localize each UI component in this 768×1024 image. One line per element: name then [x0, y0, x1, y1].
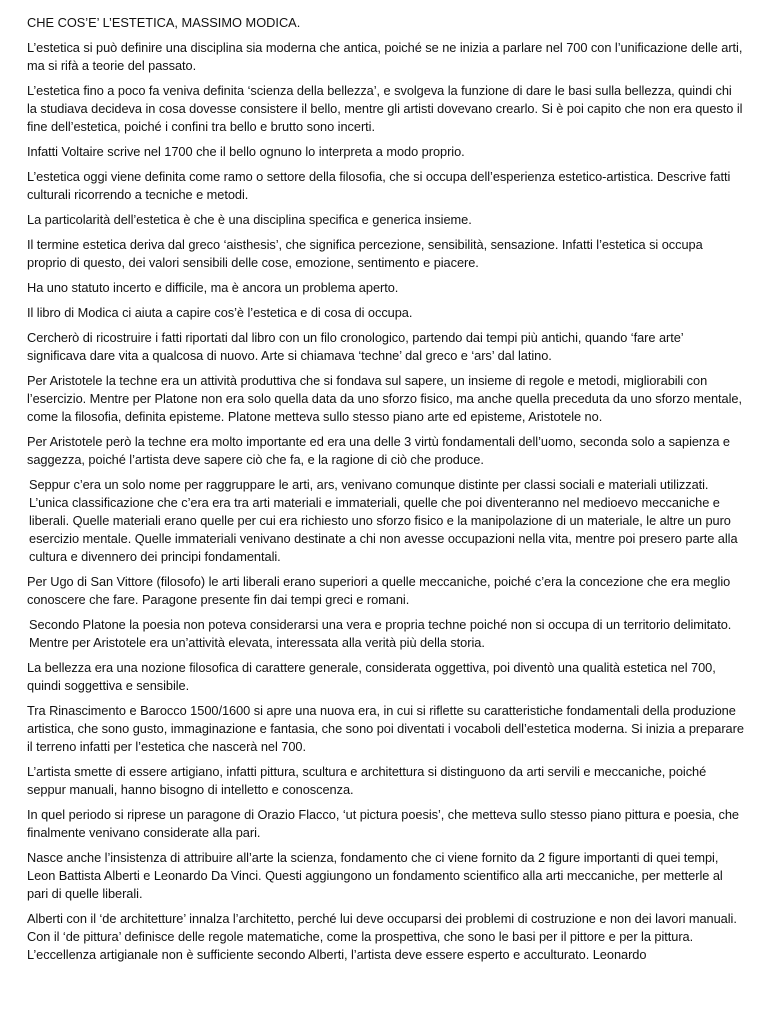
paragraph: Per Aristotele la techne era un attività produttiva che si fondava sul sapere, un insieme di regole e metodi, migliorabili con l’esercizio. Mentre per Platone non era solo quella data da uno sforzo fisico, ma anche quella preceduta da uno sforzo mentale, come la filosofia, definita episteme. Platone metteva sullo stesso piano arte ed episteme, Aristotele no. — [27, 373, 742, 424]
paragraph: Nasce anche l’insistenza di attribuire all’arte la scienza, fondamento che ci viene fornito da 2 figure importanti di quei tempi, Leon Battista Alberti e Leonardo Da Vinci. Questi aggiungono un fondamento scientifico alla arti meccaniche, per metterle al pari di quelle liberali. — [27, 850, 723, 901]
paragraph: La bellezza era una nozione filosofica di carattere generale, considerata oggettiva, poi diventò una qualità estetica nel 700, quindi soggettiva e sensibile. — [27, 660, 716, 693]
paragraph: L’estetica oggi viene definita come ramo o settore della filosofia, che si occupa dell’esperienza estetico-artistica. Descrive fatti culturali ricorrendo a tecniche e metodi. — [27, 169, 731, 202]
paragraph: Seppur c’era un solo nome per raggruppare le arti, ars, venivano comunque distinte per classi sociali e materiali utilizzati. L’unica classificazione che c’era era tra arti materiali e immateriali, quelle che poi diventeranno nel medioevo meccaniche e liberali. Quelle materiali erano quelle per cui era richiesto uno sforzo fisico e la manipolazione di un materiale, le altre un puro esercizio mentale. Quelle immateriali venivano destinate a chi non avesse occupazioni nella vita, mentre poi presero parte alla cultura e divennero dei principi fondamentali. — [29, 477, 738, 564]
paragraph: In quel periodo si riprese un paragone di Orazio Flacco, ‘ut pictura poesis’, che metteva sullo stesso piano pittura e poesia, che finalmente venivano considerate alla pari. — [27, 807, 739, 840]
paragraph: Ha uno statuto incerto e difficile, ma è ancora un problema aperto. — [27, 280, 399, 295]
paragraph: Il termine estetica deriva dal greco ‘aisthesis’, che significa percezione, sensibilità, sensazione. Infatti l’estetica si occupa proprio di questo, dei valori sensibili delle cose, emozione, sentimento e piacere. — [27, 237, 703, 270]
paragraph: Alberti con il ‘de architetture’ innalza l’architetto, perché lui deve occuparsi dei problemi di costruzione e non dei lavori manuali. Con il ‘de pittura’ definisce delle regole matematiche, come la prospettiva, che sono le basi per il pittore e per la pittura. L’eccellenza artigianale non è sufficiente secondo Alberti, l’artista deve essere esperto e acculturato. Leonardo — [27, 911, 737, 962]
document-body — [27, 14, 745, 971]
paragraph: L’artista smette di essere artigiano, infatti pittura, scultura e architettura si distinguono da arti servili e meccaniche, poiché seppur manuali, hanno bisogno di intelletto e conoscenza. — [27, 764, 707, 797]
paragraph: Per Ugo di San Vittore (filosofo) le arti liberali erano superiori a quelle meccaniche, poiché c’era la concezione che era meglio conoscere che fare. Paragone presente fin dai tempi greci e romani. — [27, 574, 731, 607]
paragraph: Tra Rinascimento e Barocco 1500/1600 si apre una nuova era, in cui si riflette su caratteristiche fondamentali della produzione artistica, che sono gusto, immaginazione e fantasia, che sono poi diventati i vocaboli dell’estetica moderna. Si inizia a preparare il terreno infatti per l’estetica che nascerà nel 700. — [27, 703, 744, 754]
paragraph: Per Aristotele però la techne era molto importante ed era una delle 3 virtù fondamentali dell’uomo, seconda solo a sapienza e saggezza, poiché l’artista deve sapere ciò che fa, e la ragione di ciò che produce. — [27, 434, 730, 467]
paragraph: Il libro di Modica ci aiuta a capire cos’è l’estetica e di cosa di occupa. — [27, 305, 413, 320]
paragraph: Secondo Platone la poesia non poteva considerarsi una vera e propria techne poiché non si occupa di un territorio delimitato. Mentre per Aristotele era un’attività elevata, interessata alla verità più della storia. — [29, 617, 732, 650]
paragraph: Cercherò di ricostruire i fatti riportati dal libro con un filo cronologico, partendo dai tempi più antichi, quando ‘fare arte’ significava dare vita a qualcosa di nuovo. Arte si chiamava ‘techne’ dal greco e ‘ars’ dal latino. — [27, 330, 684, 363]
document-title: CHE COS’E’ L’ESTETICA, MASSIMO MODICA. — [27, 15, 301, 30]
paragraph: L’estetica fino a poco fa veniva definita ‘scienza della bellezza’, e svolgeva la funzione di dare le basi sulla bellezza, quindi chi la studiava decideva in cosa dovesse consistere il bello, mentre gli artisti dovevano crearlo. Si è poi capito che non era questo il fine dell’estetica, poiché i confini tra bello e brutto sono incerti. — [27, 83, 743, 134]
paragraph: La particolarità dell’estetica è che è una disciplina specifica e generica insieme. — [27, 212, 472, 227]
paragraph: L’estetica si può definire una disciplina sia moderna che antica, poiché se ne inizia a parlare nel 700 con l’unificazione delle arti, ma si rifà a teorie del passato. — [27, 40, 743, 73]
paragraph: Infatti Voltaire scrive nel 1700 che il bello ognuno lo interpreta a modo proprio. — [27, 144, 465, 159]
